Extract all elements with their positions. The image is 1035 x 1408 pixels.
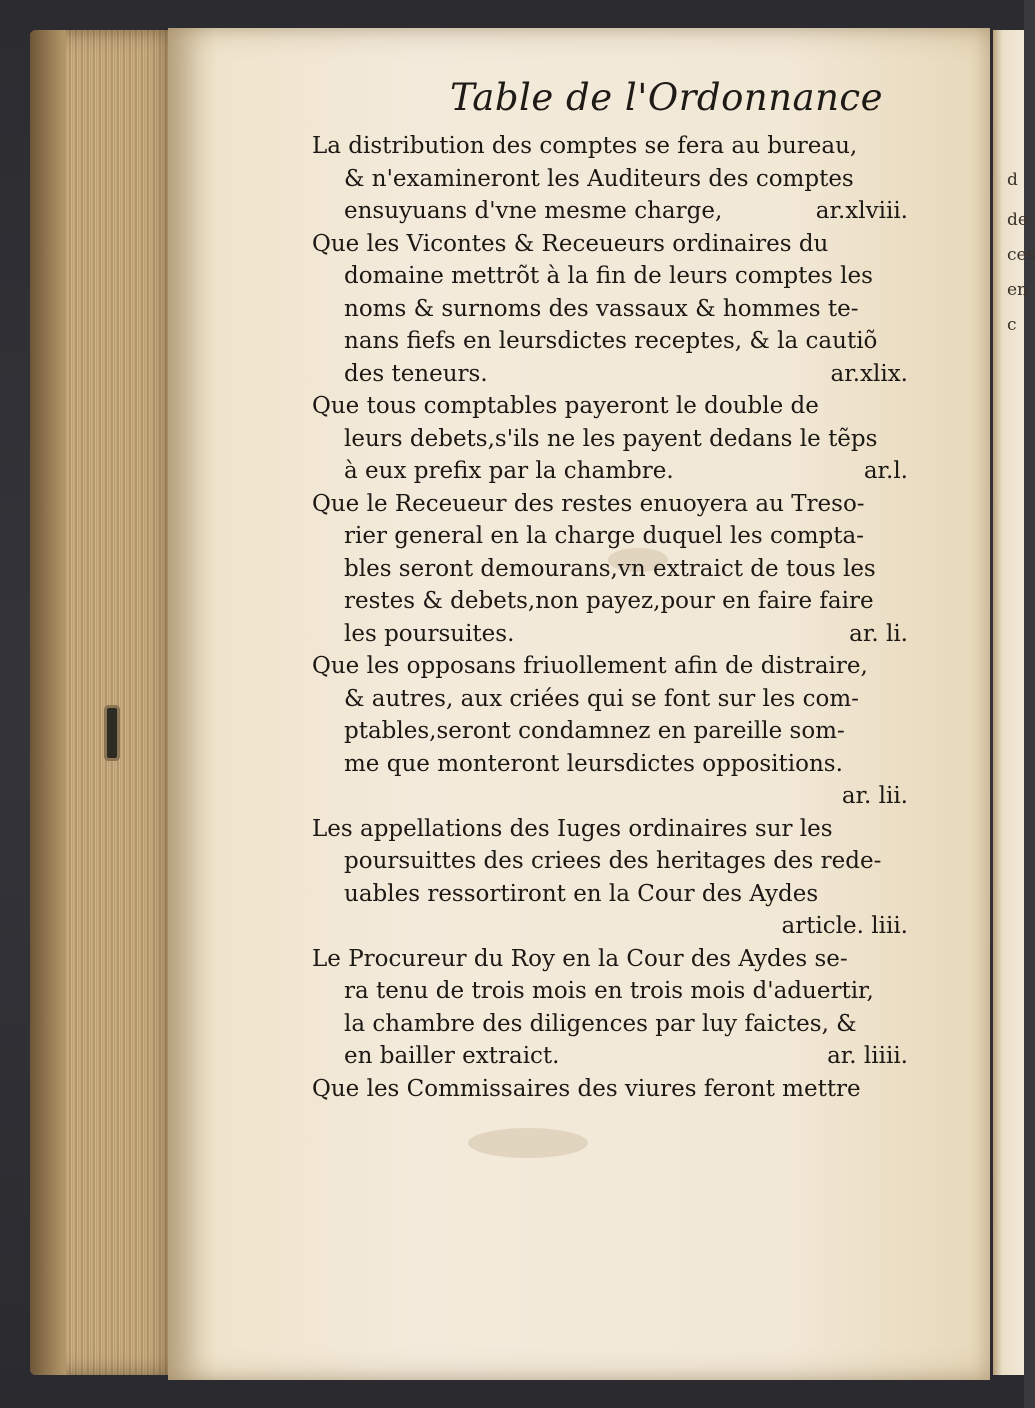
entry-line: [312, 358, 908, 391]
article-reference: ar. li.: [849, 620, 908, 647]
table-entry: [312, 943, 908, 1073]
entry-line: Le Procureur du Roy en la Cour des Aydes se-: [312, 945, 848, 972]
clasp-mark: [104, 705, 120, 761]
entry-line: Que les opposans friuollement afin de distraire,: [312, 653, 868, 679]
article-reference: ar. liiii.: [827, 1043, 908, 1069]
entry-line: [312, 618, 908, 651]
page-header: Table de l'Ordonnance: [450, 76, 884, 119]
entry-line: La distribution des comptes se fera au bureau,: [312, 133, 858, 159]
article-reference: article. liii.: [781, 913, 908, 939]
table-entry: [312, 228, 908, 391]
entry-line: noms & surnoms des vassaux & hommes te-: [344, 295, 859, 322]
entry-line: leurs debets,s'ils ne les payent dedans le tẽps: [344, 425, 878, 452]
table-entry: [312, 1073, 908, 1106]
facing-page-fragment: d: [1007, 170, 1018, 190]
paper-stain: [468, 1128, 588, 1158]
entry-line: me que monteront leursdictes oppositions.: [344, 750, 843, 777]
entry-line: [312, 1040, 908, 1073]
entry-line: nans fiefs en leursdictes receptes, & la cautiõ: [344, 328, 878, 354]
entry-line: poursuittes des criees des heritages des rede-: [344, 848, 882, 874]
table-entry: [312, 130, 908, 228]
entry-line: domaine mettrõt à la fin de leurs comptes les: [344, 263, 873, 289]
entry-line: ptables,seront condamnez en pareille som-: [344, 718, 845, 744]
facing-page-edge: [993, 30, 1035, 1375]
entry-line: [312, 195, 908, 228]
book-spine: [30, 30, 66, 1375]
entry-line: la chambre des diligences par luy faictes, &: [344, 1010, 857, 1037]
facing-page-fragment: c: [1007, 315, 1017, 335]
entry-line: restes & debets,non payez,pour en faire faire: [344, 588, 874, 614]
table-entry: [312, 813, 908, 943]
book-page-edges: [30, 30, 180, 1375]
article-reference: ar.l.: [863, 458, 908, 484]
entry-line: rier general en la charge duquel les compta-: [344, 523, 864, 549]
entry-line: [312, 455, 908, 488]
entry-line-text: les poursuites.: [344, 620, 515, 647]
entry-line-text: ensuyuans d'vne mesme charge,: [344, 198, 723, 224]
entry-line: Que tous comptables payeront le double de: [312, 393, 819, 419]
facing-page-fragment: ces: [1007, 245, 1035, 265]
entry-line: Que les Commissaires des viures feront mettre: [312, 1075, 861, 1102]
facing-page-fragment: en: [1007, 280, 1029, 300]
article-reference: ar. lii.: [841, 783, 908, 809]
entry-line-text: des teneurs.: [344, 360, 488, 387]
entry-line: bles seront demourans,vn extraict de tous les: [344, 555, 876, 582]
entry-line: & n'examineront les Auditeurs des comptes: [344, 165, 854, 192]
entry-line: Que les Vicontes & Receueurs ordinaires du: [312, 230, 829, 257]
table-entry: [312, 488, 908, 651]
entry-line: & autres, aux criées qui se font sur les com-: [344, 685, 859, 712]
entry-line-text: en bailler extraict.: [344, 1043, 560, 1069]
entry-line: ra tenu de trois mois en trois mois d'aduertir,: [344, 978, 874, 1004]
article-reference: ar.xlix.: [830, 360, 908, 387]
article-reference: ar.xlviii.: [815, 198, 908, 224]
entry-line: Les appellations des Iuges ordinaires sur les: [312, 815, 833, 842]
entry-line-text: à eux prefix par la chambre.: [344, 458, 674, 484]
facing-page-fragment: de: [1007, 210, 1028, 230]
table-entries: [312, 130, 908, 1105]
entry-line: uables ressortiront en la Cour des Aydes: [344, 880, 819, 907]
table-entry: [312, 390, 908, 488]
table-entry: [312, 650, 908, 813]
entry-line: Que le Receueur des restes enuoyera au Treso-: [312, 490, 865, 517]
